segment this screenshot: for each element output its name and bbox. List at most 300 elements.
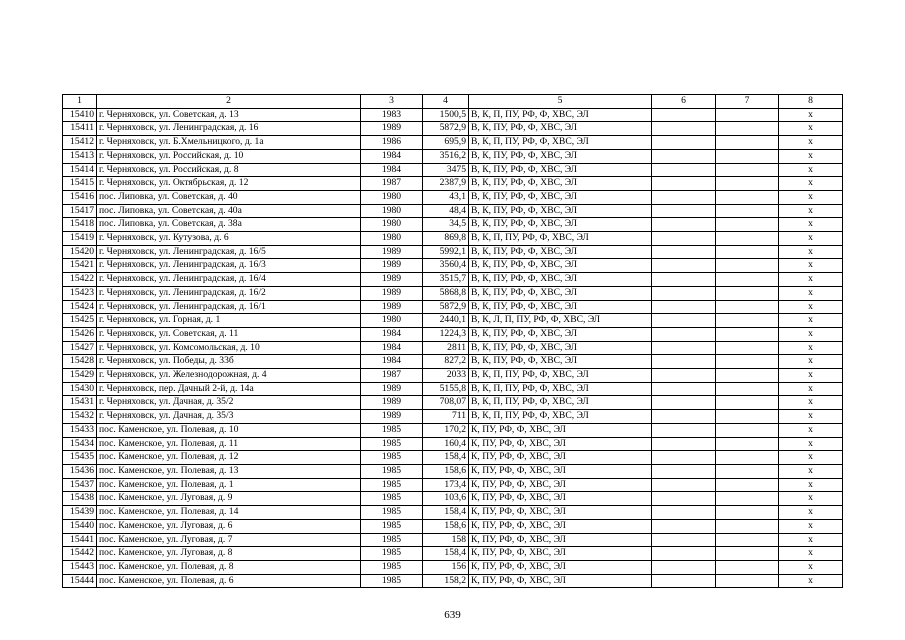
column-8-cell: х (779, 204, 843, 218)
column-7-cell (716, 382, 779, 396)
record-number-cell: 15416 (63, 190, 97, 204)
column-7-cell (716, 478, 779, 492)
column-6-cell (652, 396, 716, 410)
table-row (63, 273, 843, 287)
column-7-cell (716, 232, 779, 246)
column-8-cell: х (779, 464, 843, 478)
column-8-cell: х (779, 259, 843, 273)
year-cell: 1984 (361, 355, 423, 369)
year-cell: 1985 (361, 478, 423, 492)
column-6-cell (652, 327, 716, 341)
address-cell: г. Черняховск, ул. Б.Хмельницкого, д. 1а (97, 136, 361, 150)
area-cell: 158 (423, 533, 469, 547)
record-number-cell: 15420 (63, 245, 97, 259)
column-7-cell (716, 560, 779, 574)
year-cell: 1985 (361, 464, 423, 478)
address-cell: пос. Каменское, ул. Полевая, д. 1 (97, 478, 361, 492)
services-cell: В, К, ПУ, РФ, Ф, ХВС, ЭЛ (469, 218, 652, 232)
column-7-cell (716, 519, 779, 533)
column-6-cell (652, 245, 716, 259)
column-6-cell (652, 136, 716, 150)
column-8-cell: х (779, 163, 843, 177)
column-6-cell (652, 451, 716, 465)
column-6-cell (652, 149, 716, 163)
column-8-cell: х (779, 382, 843, 396)
column-6-cell (652, 533, 716, 547)
column-7-cell (716, 177, 779, 191)
table-row (63, 492, 843, 506)
area-cell: 2033 (423, 369, 469, 383)
table-row (63, 245, 843, 259)
column-7-cell (716, 273, 779, 287)
column-7-cell (716, 506, 779, 520)
area-cell: 158,2 (423, 574, 469, 588)
column-7-cell (716, 396, 779, 410)
column-7-cell (716, 163, 779, 177)
column-8-cell: х (779, 560, 843, 574)
record-number-cell: 15414 (63, 163, 97, 177)
address-cell: пос. Каменское, ул. Полевая, д. 13 (97, 464, 361, 478)
year-cell: 1989 (361, 300, 423, 314)
record-number-cell: 15413 (63, 149, 97, 163)
page-number: 639 (444, 609, 461, 621)
column-7-cell (716, 492, 779, 506)
record-number-cell: 15415 (63, 177, 97, 191)
services-cell: К, ПУ, РФ, Ф, ХВС, ЭЛ (469, 547, 652, 561)
year-cell: 1980 (361, 314, 423, 328)
area-cell: 160,4 (423, 437, 469, 451)
record-number-cell: 15426 (63, 327, 97, 341)
column-8-cell: х (779, 519, 843, 533)
year-cell: 1985 (361, 437, 423, 451)
column-7-cell (716, 149, 779, 163)
services-cell: В, К, ПУ, РФ, Ф, ХВС, ЭЛ (469, 190, 652, 204)
column-8-cell: х (779, 533, 843, 547)
column-6-cell (652, 478, 716, 492)
column-7-cell (716, 533, 779, 547)
table-row (63, 136, 843, 150)
services-cell: В, К, ПУ, РФ, Ф, ХВС, ЭЛ (469, 122, 652, 136)
column-6-cell (652, 122, 716, 136)
services-cell: В, К, ПУ, РФ, Ф, ХВС, ЭЛ (469, 300, 652, 314)
area-cell: 2440,1 (423, 314, 469, 328)
address-cell: г. Черняховск, ул. Российская, д. 8 (97, 163, 361, 177)
table-row (63, 355, 843, 369)
column-6-cell (652, 314, 716, 328)
table-row (63, 519, 843, 533)
column-6-cell (652, 355, 716, 369)
column-8-cell: х (779, 410, 843, 424)
record-number-cell: 15432 (63, 410, 97, 424)
address-cell: пос. Липовка, ул. Советская, д. 40а (97, 204, 361, 218)
year-cell: 1989 (361, 273, 423, 287)
column-8-cell: х (779, 327, 843, 341)
table-row (63, 574, 843, 588)
address-cell: г. Черняховск, ул. Кутузова, д. 6 (97, 232, 361, 246)
column-number-row (63, 95, 843, 109)
table-row (63, 232, 843, 246)
column-6-cell (652, 560, 716, 574)
area-cell: 48,4 (423, 204, 469, 218)
services-cell: В, К, П, ПУ, РФ, Ф, ХВС, ЭЛ (469, 410, 652, 424)
column-7-cell (716, 355, 779, 369)
table-row (63, 382, 843, 396)
table-row (63, 547, 843, 561)
area-cell: 156 (423, 560, 469, 574)
record-number-cell: 15442 (63, 547, 97, 561)
column-7-cell (716, 410, 779, 424)
area-cell: 34,5 (423, 218, 469, 232)
table-row (63, 286, 843, 300)
record-number-cell: 15423 (63, 286, 97, 300)
column-7-cell (716, 218, 779, 232)
address-cell: г. Черняховск, ул. Российская, д. 10 (97, 149, 361, 163)
services-cell: К, ПУ, РФ, Ф, ХВС, ЭЛ (469, 437, 652, 451)
year-cell: 1989 (361, 122, 423, 136)
column-8-cell: х (779, 451, 843, 465)
year-cell: 1984 (361, 341, 423, 355)
column-number: 8 (779, 95, 843, 109)
table-row (63, 259, 843, 273)
year-cell: 1985 (361, 574, 423, 588)
column-7-cell (716, 259, 779, 273)
column-8-cell: х (779, 190, 843, 204)
address-cell: г. Черняховск, ул. Победы, д. 33б (97, 355, 361, 369)
area-cell: 2811 (423, 341, 469, 355)
column-8-cell: х (779, 506, 843, 520)
table-row (63, 341, 843, 355)
record-number-cell: 15412 (63, 136, 97, 150)
column-8-cell: х (779, 423, 843, 437)
record-number-cell: 15431 (63, 396, 97, 410)
year-cell: 1989 (361, 245, 423, 259)
address-cell: г. Черняховск, ул. Ленинградская, д. 16/3 (97, 259, 361, 273)
area-cell: 158,4 (423, 506, 469, 520)
column-8-cell: х (779, 108, 843, 122)
year-cell: 1980 (361, 204, 423, 218)
services-cell: В, К, П, ПУ, РФ, Ф, ХВС, ЭЛ (469, 396, 652, 410)
services-cell: В, К, П, ПУ, РФ, Ф, ХВС, ЭЛ (469, 232, 652, 246)
address-cell: г. Черняховск, ул. Железнодорожная, д. 4 (97, 369, 361, 383)
column-8-cell: х (779, 177, 843, 191)
address-cell: г. Черняховск, ул. Дачная, д. 35/2 (97, 396, 361, 410)
address-cell: г. Черняховск, ул. Комсомольская, д. 10 (97, 341, 361, 355)
year-cell: 1985 (361, 492, 423, 506)
services-cell: В, К, ПУ, РФ, Ф, ХВС, ЭЛ (469, 245, 652, 259)
area-cell: 711 (423, 410, 469, 424)
column-6-cell (652, 218, 716, 232)
area-cell: 695,9 (423, 136, 469, 150)
area-cell: 1500,5 (423, 108, 469, 122)
year-cell: 1985 (361, 451, 423, 465)
column-8-cell: х (779, 286, 843, 300)
column-7-cell (716, 451, 779, 465)
column-6-cell (652, 519, 716, 533)
area-cell: 3516,2 (423, 149, 469, 163)
services-cell: К, ПУ, РФ, Ф, ХВС, ЭЛ (469, 574, 652, 588)
column-6-cell (652, 574, 716, 588)
column-number: 7 (716, 95, 779, 109)
services-cell: К, ПУ, РФ, Ф, ХВС, ЭЛ (469, 423, 652, 437)
services-cell: В, К, ПУ, РФ, Ф, ХВС, ЭЛ (469, 163, 652, 177)
column-number: 4 (423, 95, 469, 109)
address-cell: пос. Каменское, ул. Полевая, д. 10 (97, 423, 361, 437)
record-number-cell: 15422 (63, 273, 97, 287)
column-6-cell (652, 204, 716, 218)
column-8-cell: х (779, 478, 843, 492)
area-cell: 2387,9 (423, 177, 469, 191)
column-7-cell (716, 464, 779, 478)
year-cell: 1985 (361, 533, 423, 547)
year-cell: 1983 (361, 108, 423, 122)
record-number-cell: 15436 (63, 464, 97, 478)
area-cell: 5992,1 (423, 245, 469, 259)
table-row (63, 560, 843, 574)
record-number-cell: 15440 (63, 519, 97, 533)
area-cell: 3560,4 (423, 259, 469, 273)
year-cell: 1989 (361, 382, 423, 396)
year-cell: 1987 (361, 177, 423, 191)
table-row (63, 464, 843, 478)
column-number: 5 (469, 95, 652, 109)
address-cell: пос. Каменское, ул. Луговая, д. 6 (97, 519, 361, 533)
services-cell: К, ПУ, РФ, Ф, ХВС, ЭЛ (469, 506, 652, 520)
services-cell: В, К, ПУ, РФ, Ф, ХВС, ЭЛ (469, 286, 652, 300)
column-8-cell: х (779, 547, 843, 561)
record-number-cell: 15427 (63, 341, 97, 355)
column-8-cell: х (779, 136, 843, 150)
column-8-cell: х (779, 245, 843, 259)
area-cell: 708,07 (423, 396, 469, 410)
address-cell: пос. Каменское, ул. Полевая, д. 14 (97, 506, 361, 520)
table-row (63, 163, 843, 177)
column-6-cell (652, 382, 716, 396)
column-number: 2 (97, 95, 361, 109)
column-7-cell (716, 204, 779, 218)
address-cell: пос. Липовка, ул. Советская, д. 40 (97, 190, 361, 204)
column-7-cell (716, 108, 779, 122)
column-7-cell (716, 547, 779, 561)
year-cell: 1984 (361, 327, 423, 341)
record-number-cell: 15444 (63, 574, 97, 588)
address-cell: пос. Каменское, ул. Полевая, д. 8 (97, 560, 361, 574)
year-cell: 1984 (361, 163, 423, 177)
record-number-cell: 15425 (63, 314, 97, 328)
services-cell: В, К, ПУ, РФ, Ф, ХВС, ЭЛ (469, 341, 652, 355)
table-row (63, 396, 843, 410)
address-cell: г. Черняховск, ул. Ленинградская, д. 16/1 (97, 300, 361, 314)
column-6-cell (652, 232, 716, 246)
column-8-cell: х (779, 149, 843, 163)
address-cell: г. Черняховск, ул. Ленинградская, д. 16/5 (97, 245, 361, 259)
area-cell: 158,4 (423, 547, 469, 561)
address-cell: г. Черняховск, ул. Октябрьская, д. 12 (97, 177, 361, 191)
table-row (63, 218, 843, 232)
record-number-cell: 15437 (63, 478, 97, 492)
column-6-cell (652, 464, 716, 478)
table-row (63, 437, 843, 451)
column-7-cell (716, 300, 779, 314)
column-6-cell (652, 369, 716, 383)
column-8-cell: х (779, 314, 843, 328)
column-7-cell (716, 369, 779, 383)
column-8-cell: х (779, 232, 843, 246)
column-7-cell (716, 423, 779, 437)
table-row (63, 314, 843, 328)
column-8-cell: х (779, 396, 843, 410)
address-cell: пос. Каменское, ул. Полевая, д. 12 (97, 451, 361, 465)
services-cell: В, К, ПУ, РФ, Ф, ХВС, ЭЛ (469, 327, 652, 341)
record-number-cell: 15410 (63, 108, 97, 122)
services-cell: К, ПУ, РФ, Ф, ХВС, ЭЛ (469, 492, 652, 506)
area-cell: 869,8 (423, 232, 469, 246)
services-cell: К, ПУ, РФ, Ф, ХВС, ЭЛ (469, 560, 652, 574)
table-row (63, 369, 843, 383)
table-row (63, 410, 843, 424)
table-row (63, 108, 843, 122)
column-6-cell (652, 163, 716, 177)
column-6-cell (652, 259, 716, 273)
table-row (63, 122, 843, 136)
column-7-cell (716, 314, 779, 328)
column-7-cell (716, 190, 779, 204)
record-number-cell: 15438 (63, 492, 97, 506)
column-6-cell (652, 492, 716, 506)
year-cell: 1985 (361, 519, 423, 533)
address-cell: пос. Каменское, ул. Луговая, д. 9 (97, 492, 361, 506)
address-cell: пос. Каменское, ул. Луговая, д. 7 (97, 533, 361, 547)
services-cell: В, К, ПУ, РФ, Ф, ХВС, ЭЛ (469, 149, 652, 163)
column-7-cell (716, 122, 779, 136)
services-cell: К, ПУ, РФ, Ф, ХВС, ЭЛ (469, 478, 652, 492)
record-number-cell: 15417 (63, 204, 97, 218)
services-cell: К, ПУ, РФ, Ф, ХВС, ЭЛ (469, 519, 652, 533)
record-number-cell: 15435 (63, 451, 97, 465)
record-number-cell: 15424 (63, 300, 97, 314)
column-8-cell: х (779, 369, 843, 383)
address-cell: г. Черняховск, пер. Дачный 2-й, д. 14а (97, 382, 361, 396)
services-cell: В, К, ПУ, РФ, Ф, ХВС, ЭЛ (469, 355, 652, 369)
year-cell: 1986 (361, 136, 423, 150)
area-cell: 158,4 (423, 451, 469, 465)
record-number-cell: 15419 (63, 232, 97, 246)
column-7-cell (716, 327, 779, 341)
column-6-cell (652, 506, 716, 520)
area-cell: 5868,8 (423, 286, 469, 300)
year-cell: 1985 (361, 506, 423, 520)
column-8-cell: х (779, 218, 843, 232)
address-cell: г. Черняховск, ул. Советская, д. 11 (97, 327, 361, 341)
column-6-cell (652, 547, 716, 561)
column-7-cell (716, 136, 779, 150)
housing-register-table (62, 94, 843, 588)
year-cell: 1989 (361, 410, 423, 424)
column-7-cell (716, 286, 779, 300)
address-cell: пос. Каменское, ул. Полевая, д. 6 (97, 574, 361, 588)
address-cell: пос. Каменское, ул. Полевая, д. 11 (97, 437, 361, 451)
area-cell: 5872,9 (423, 300, 469, 314)
year-cell: 1980 (361, 232, 423, 246)
table-row (63, 300, 843, 314)
area-cell: 103,6 (423, 492, 469, 506)
record-number-cell: 15428 (63, 355, 97, 369)
column-7-cell (716, 437, 779, 451)
column-6-cell (652, 177, 716, 191)
record-number-cell: 15443 (63, 560, 97, 574)
services-cell: К, ПУ, РФ, Ф, ХВС, ЭЛ (469, 533, 652, 547)
table-row (63, 451, 843, 465)
column-6-cell (652, 423, 716, 437)
column-6-cell (652, 190, 716, 204)
address-cell: г. Черняховск, ул. Дачная, д. 35/3 (97, 410, 361, 424)
year-cell: 1989 (361, 286, 423, 300)
address-cell: г. Черняховск, ул. Ленинградская, д. 16/4 (97, 273, 361, 287)
record-number-cell: 15421 (63, 259, 97, 273)
column-6-cell (652, 273, 716, 287)
record-number-cell: 15441 (63, 533, 97, 547)
address-cell: г. Черняховск, ул. Советская, д. 13 (97, 108, 361, 122)
table-row (63, 327, 843, 341)
column-8-cell: х (779, 273, 843, 287)
column-6-cell (652, 300, 716, 314)
record-number-cell: 15433 (63, 423, 97, 437)
services-cell: В, К, ПУ, РФ, Ф, ХВС, ЭЛ (469, 204, 652, 218)
column-8-cell: х (779, 574, 843, 588)
address-cell: г. Черняховск, ул. Ленинградская, д. 16/2 (97, 286, 361, 300)
year-cell: 1980 (361, 218, 423, 232)
address-cell: пос. Каменское, ул. Луговая, д. 8 (97, 547, 361, 561)
year-cell: 1984 (361, 149, 423, 163)
address-cell: г. Черняховск, ул. Ленинградская, д. 16 (97, 122, 361, 136)
column-6-cell (652, 410, 716, 424)
column-number: 3 (361, 95, 423, 109)
services-cell: К, ПУ, РФ, Ф, ХВС, ЭЛ (469, 451, 652, 465)
table-row (63, 190, 843, 204)
area-cell: 1224,3 (423, 327, 469, 341)
address-cell: пос. Липовка, ул. Советская, д. 38а (97, 218, 361, 232)
column-6-cell (652, 286, 716, 300)
services-cell: В, К, П, ПУ, РФ, Ф, ХВС, ЭЛ (469, 136, 652, 150)
area-cell: 158,6 (423, 464, 469, 478)
year-cell: 1980 (361, 190, 423, 204)
column-number: 6 (652, 95, 716, 109)
year-cell: 1989 (361, 396, 423, 410)
area-cell: 158,6 (423, 519, 469, 533)
table-row (63, 177, 843, 191)
services-cell: В, К, П, ПУ, РФ, Ф, ХВС, ЭЛ (469, 108, 652, 122)
services-cell: В, К, Л, П, ПУ, РФ, Ф, ХВС, ЭЛ (469, 314, 652, 328)
area-cell: 5155,8 (423, 382, 469, 396)
year-cell: 1989 (361, 259, 423, 273)
record-number-cell: 15411 (63, 122, 97, 136)
table-row (63, 506, 843, 520)
services-cell: В, К, ПУ, РФ, Ф, ХВС, ЭЛ (469, 177, 652, 191)
column-8-cell: х (779, 300, 843, 314)
services-cell: К, ПУ, РФ, Ф, ХВС, ЭЛ (469, 464, 652, 478)
record-number-cell: 15418 (63, 218, 97, 232)
table-row (63, 149, 843, 163)
column-8-cell: х (779, 355, 843, 369)
area-cell: 170,2 (423, 423, 469, 437)
column-8-cell: х (779, 122, 843, 136)
column-6-cell (652, 437, 716, 451)
address-cell: г. Черняховск, ул. Горная, д. 1 (97, 314, 361, 328)
area-cell: 43,1 (423, 190, 469, 204)
column-7-cell (716, 245, 779, 259)
column-7-cell (716, 574, 779, 588)
area-cell: 5872,9 (423, 122, 469, 136)
services-cell: В, К, П, ПУ, РФ, Ф, ХВС, ЭЛ (469, 382, 652, 396)
